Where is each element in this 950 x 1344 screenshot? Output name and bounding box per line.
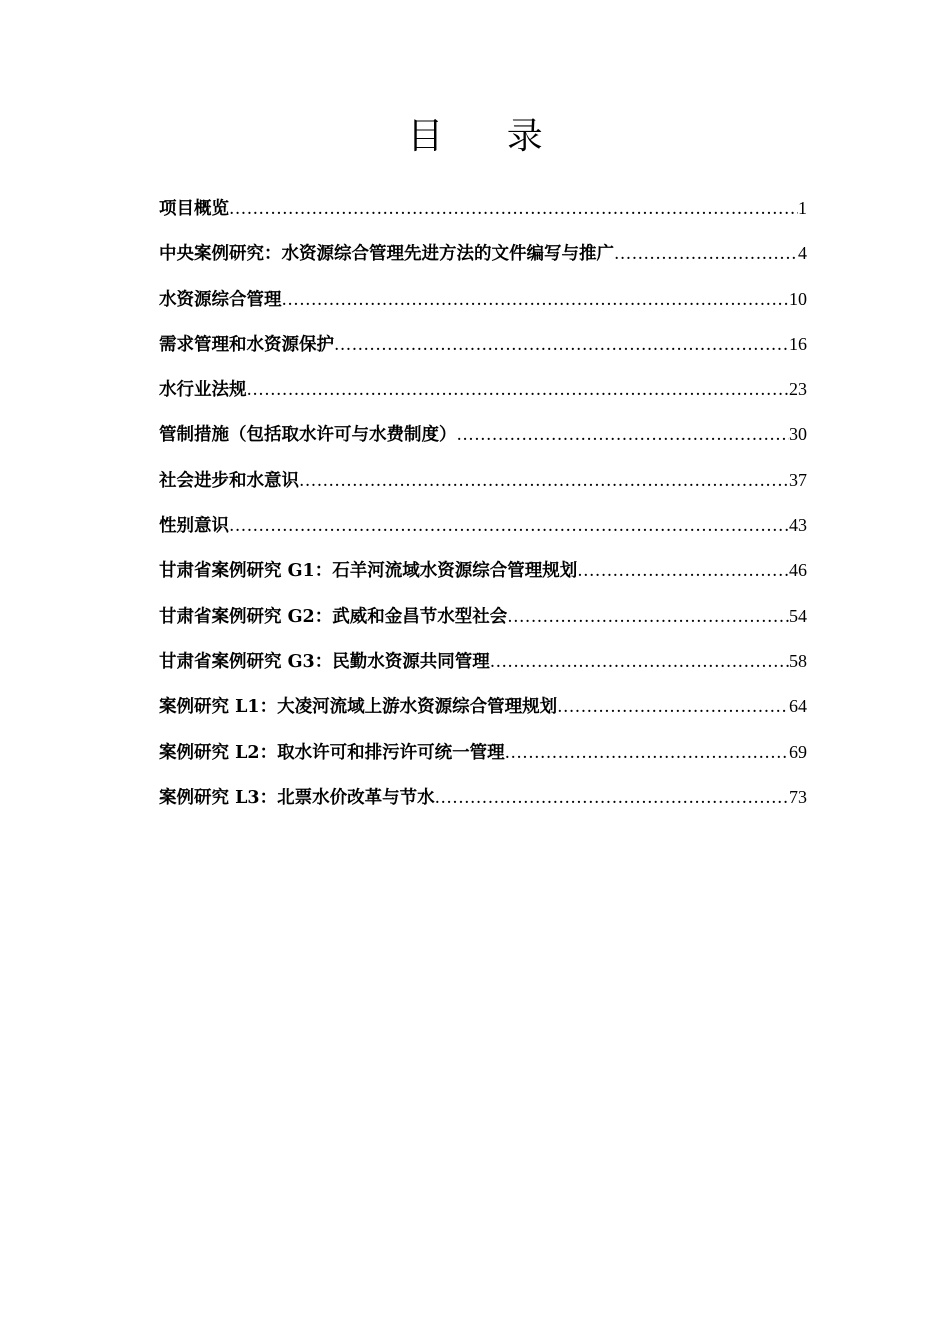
toc-entry-label: 性别意识 [159,516,229,537]
toc-entry-label: 案例研究 L3：北票水价改革与节水 [159,787,435,808]
toc-entry[interactable] [159,601,807,646]
toc-entry-page: 16 [789,333,807,354]
toc-leader-dots [614,239,798,269]
toc-entry-label: 水行业法规 [159,380,247,401]
toc-entry-page: 43 [789,515,807,536]
toc-entry-label: 甘肃省案例研究 G3：民勤水资源共同管理 [159,651,490,672]
toc-entry-label: 甘肃省案例研究 G2：武威和金昌节水型社会 [159,606,508,627]
toc-leader-dots [229,511,789,541]
toc-leader-dots [505,738,789,768]
toc-entry[interactable] [159,465,807,510]
toc-entry-label: 水资源综合管理 [159,289,282,310]
toc-entry-label: 案例研究 L2：取水许可和排污许可统一管理 [159,742,505,763]
toc-entry[interactable] [159,419,807,464]
table-of-contents [159,193,807,827]
toc-entry-label: 中央案例研究：水资源综合管理先进方法的文件编写与推广 [159,244,614,265]
toc-entry-page: 73 [789,786,807,807]
toc-leader-dots [577,556,789,586]
toc-leader-dots [282,285,790,315]
toc-entry[interactable] [159,510,807,555]
toc-entry[interactable] [159,374,807,419]
toc-leader-dots [457,420,790,450]
toc-leader-dots [507,602,789,632]
toc-entry[interactable] [159,329,807,374]
toc-entry-label: 管制措施（包括取水许可与水费制度） [159,425,457,446]
toc-entry-page: 64 [789,696,807,717]
toc-leader-dots [334,330,789,360]
toc-leader-dots [229,194,798,224]
toc-entry[interactable] [159,737,807,782]
toc-entry[interactable] [159,555,807,600]
toc-entry-label: 项目概览 [159,199,229,219]
toc-entry[interactable] [159,646,807,691]
toc-entry[interactable] [159,284,807,329]
toc-entry-label: 案例研究 L1：大凌河流域上游水资源综合管理规划 [159,697,558,718]
toc-entry[interactable] [159,238,807,283]
toc-entry-page: 10 [789,288,807,309]
toc-entry-page: 37 [789,469,807,490]
toc-entry[interactable] [159,193,807,238]
toc-entry-label: 需求管理和水资源保护 [159,334,334,355]
toc-entry-label: 社会进步和水意识 [159,470,299,491]
toc-leader-dots [299,466,789,496]
toc-leader-dots [435,783,789,813]
toc-leader-dots [557,692,789,722]
toc-entry-label: 甘肃省案例研究 G1：石羊河流域水资源综合管理规划 [159,561,578,582]
toc-leader-dots [247,375,790,405]
toc-entry-page: 30 [789,424,807,445]
toc-entry-page: 69 [789,741,807,762]
toc-entry-page: 46 [789,560,807,581]
toc-entry-page: 23 [789,379,807,400]
toc-leader-dots [490,647,789,677]
toc-entry-page: 4 [798,243,807,264]
toc-entry-page: 1 [798,198,807,218]
toc-title: 目 录 [407,116,569,157]
toc-entry-page: 54 [789,605,807,626]
toc-entry-page: 58 [789,650,807,671]
toc-entry[interactable] [159,782,807,827]
toc-entry[interactable] [159,691,807,736]
